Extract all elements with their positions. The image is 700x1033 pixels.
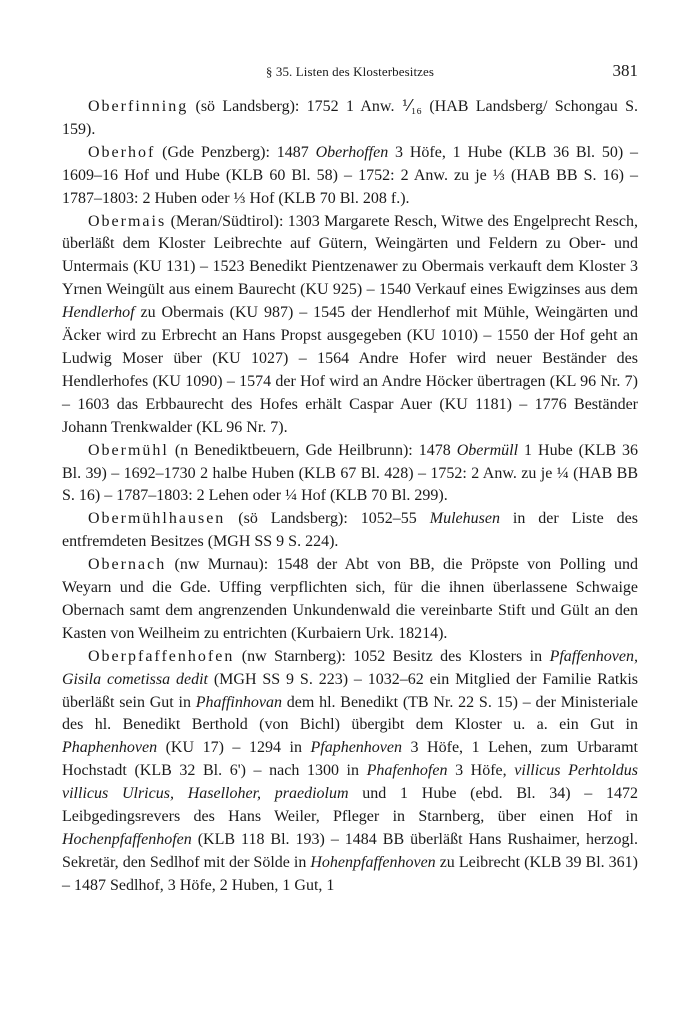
entry-text: (Meran/Südtirol): 1303 Margarete Resch, Witwe des Engelprecht Resch, überläßt dem Kloster Leibrechte auf Gütern, Weingärten und Feldern zu Ober- und Untermais (KU 131) – 1523 Benedikt Pientzenawer zu Obermais verkauft dem Kloster 3 Yrnen Weingült aus einem Baurecht (KU 925) – 1540 Verkauf eines Ewigzinses aus dem	[62, 212, 638, 299]
entry-place-name: Obernach	[88, 556, 167, 574]
entry-text: (nw Murnau): 1548 der Abt von BB, die Pröpste von Polling und Weyarn und die Gde. Uffing verpflichten sich, für die ihnen überlassene Schwaige Obernach samt dem angrenzenden Unkundenwald die vereinbarte Stift und Gült an den Kasten von Weilheim zu entrichten (Kurbaiern Urk. 18214).	[62, 556, 638, 642]
page-header	[62, 62, 638, 86]
entry-italic-text: Hendlerhof	[62, 304, 135, 322]
entry-place-name: Obermais	[88, 212, 167, 230]
entry-text: dem hl. Benedikt (TB Nr. 22 S. 15) – der Ministeriale des hl. Benedikt Berthold (von Bichl) übergibt dem Kloster u. a. ein Gut in	[62, 693, 639, 734]
entry-place-name: Oberpfaffenhofen	[88, 647, 235, 665]
entry-obernach	[62, 554, 638, 646]
entry-italic-text: Phaphenhoven	[62, 739, 158, 757]
entry-italic-text: villicus Perhtoldus villicus Ulricus, Haselloher, praediolum	[62, 762, 639, 803]
entry-oberhof	[62, 142, 638, 211]
entry-place-name: Oberhof	[88, 143, 156, 161]
entry-text: (sö Landsberg): 1052–55	[225, 510, 430, 528]
entry-italic-text: Pfaphenhoven	[310, 739, 402, 757]
entry-text: (Gde Penzberg): 1487	[155, 143, 316, 161]
entry-text: (sö Landsberg): 1752 1 Anw.	[188, 98, 402, 115]
running-head: § 35. Listen des Klosterbesitzes	[265, 64, 435, 79]
fraction-text: ⅟₁₆	[401, 98, 423, 115]
entry-obermuehlhausen	[62, 508, 638, 554]
entry-text: 3 Höfe, 1 Hube (KLB 36 Bl. 50) – 1609–16 Hof und Hube (KLB 60 Bl. 58) – 1752: 2 Anw. zu je ⅓ (HAB BB S. 16) – 1787–1803: 2 Huben oder ⅓ Hof (KLB 70 Bl. 208 f.).	[62, 143, 639, 207]
entry-oberpfaffenhofen	[62, 646, 638, 898]
entry-text: (nw Starnberg): 1052 Besitz des Klosters in	[234, 647, 550, 665]
entry-text: zu Obermais (KU 987) – 1545 der Hendlerhof mit Mühle, Weingärten und Äcker wird zu Erbrecht an Hans Propst ausgegeben (KU 1010) – 1550 der Hof geht an Ludwig Moser über (KU 1027) – 1564 Andre Hofer wird neuer Beständer des Hendlerhofes (KU 1090) – 1574 der Hof wird an Andre Höcker übertragen (KL 96 Nr. 7) – 1603 das Erbbaurecht des Hofes erhält Caspar Auer (KU 1181) – 1776 Beständer Johann Trenkwalder (KL 96 Nr. 7).	[62, 304, 638, 436]
entry-place-name: Obermühl	[88, 441, 169, 459]
entry-italic-text: Oberhoffen	[315, 143, 389, 161]
entry-text: 3 Höfe, 1 Lehen, zum Urbaramt Hochstadt (KLB 32 Bl. 6') – nach 1300 in	[62, 739, 638, 780]
entry-text: 1 Hube (KLB 36 Bl. 39) – 1692–1730 2 halbe Huben (KLB 67 Bl. 428) – 1752: 2 Anw. zu je ¼ (HAB BB S. 16) – 1787–1803: 2 Lehen oder ¼ Hof (KLB 70 Bl. 299).	[62, 441, 638, 505]
entry-text: in der Liste des entfremdeten Besitzes (MGH SS 9 S. 224).	[62, 510, 638, 551]
entry-text: 3 Höfe,	[447, 762, 515, 780]
entry-italic-text: Phaffinhovan	[195, 693, 282, 711]
entry-text: und 1 Hube (ebd. Bl. 34) – 1472 Leibgedingsrevers des Hans Weiler, Pfleger in Starnberg, über einen Hof in	[62, 785, 639, 826]
entry-oberfinning	[62, 96, 638, 142]
text-body	[62, 96, 638, 898]
entry-place-name: Obermühlhausen	[88, 510, 226, 528]
entry-obermuehl	[62, 440, 638, 509]
entry-italic-text: Hochenpfaffenhofen	[62, 831, 192, 848]
entry-obermais	[62, 211, 638, 440]
entry-italic-text: Obermüll	[456, 441, 519, 459]
entry-text: (n Benediktbeuern, Gde Heilbrunn): 1478	[168, 441, 457, 459]
entry-italic-text: Hohenpfaffenhoven	[310, 853, 436, 871]
entry-text: (KU 17) – 1294 in	[157, 739, 311, 757]
entry-italic-text: Phafenhofen	[366, 762, 448, 780]
entry-text: (KLB 118 Bl. 193) – 1484 BB überläßt Hans Rushaimer, herzogl. Sekretär, den Sedlhof mit der Sölde in	[62, 831, 638, 871]
entry-text: (HAB Landsberg/ Schongau S. 159).	[62, 98, 639, 138]
entry-italic-text: Pfaffenhoven, Gisila cometissa dedit	[62, 647, 638, 688]
page-number: 381	[612, 61, 638, 80]
entry-text: (MGH SS 9 S. 223) – 1032–62 ein Mitglied der Familie Ratkis überläßt sein Gut in	[62, 670, 639, 711]
entry-italic-text: Mulehusen	[429, 510, 500, 528]
entry-place-name: Oberfinning	[88, 98, 189, 115]
entry-text: zu Leibrecht (KLB 39 Bl. 361) – 1487 Sedlhof, 3 Höfe, 2 Huben, 1 Gut, 1	[62, 853, 638, 894]
